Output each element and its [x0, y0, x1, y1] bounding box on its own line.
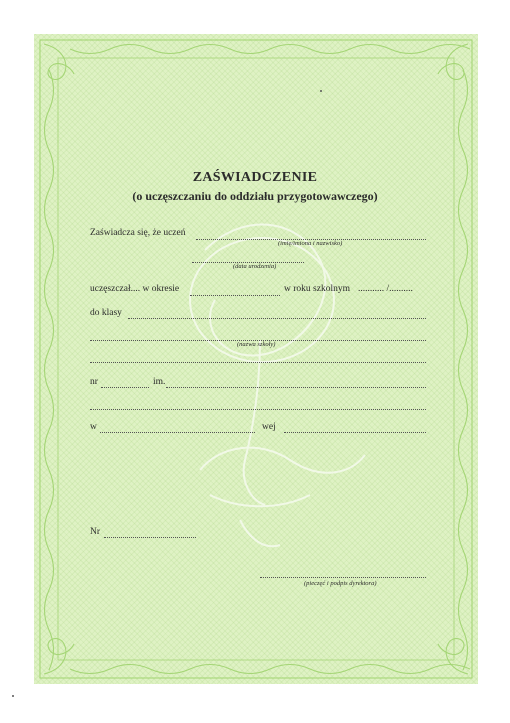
field-locality[interactable]: [100, 432, 255, 433]
caption-seal-signature: (pieczęć i podpis dyrektora): [304, 580, 377, 587]
label-school-year: w roku szkolnym: [284, 284, 350, 294]
field-school-patron[interactable]: [166, 387, 426, 388]
caption-name: (imię/imiona i nazwisko): [278, 240, 343, 247]
document-title: ZAŚWIADCZENIE: [192, 170, 318, 185]
field-school-year[interactable]: ........... /..........: [358, 284, 413, 294]
field-document-number[interactable]: [104, 537, 196, 538]
field-voivodeship[interactable]: [284, 432, 426, 433]
field-period[interactable]: [190, 295, 280, 296]
label-wej: wej: [262, 422, 276, 432]
field-seal-signature[interactable]: [260, 577, 426, 578]
label-nr: nr: [90, 377, 98, 387]
label-im: im.: [153, 377, 166, 387]
scan-mark: [320, 90, 322, 92]
label-class: do klasy: [90, 308, 122, 318]
label-attended: uczęszczał.... w okresie: [90, 284, 180, 294]
label-w: w: [90, 422, 97, 432]
field-school-name-2[interactable]: [90, 362, 426, 363]
document-subtitle: (o uczęszczaniu do oddziału przygotowawczego): [132, 189, 378, 203]
caption-school-name: (nazwa szkoły): [237, 341, 276, 348]
field-extra-line[interactable]: [90, 409, 426, 410]
field-school-number[interactable]: [101, 387, 149, 388]
scan-mark: [12, 695, 14, 697]
field-class[interactable]: [128, 318, 426, 319]
label-document-number: Nr: [90, 527, 101, 537]
label-student: Zaświadcza się, że uczeń: [90, 228, 186, 238]
caption-birth-date: (data urodzenia): [233, 263, 277, 270]
